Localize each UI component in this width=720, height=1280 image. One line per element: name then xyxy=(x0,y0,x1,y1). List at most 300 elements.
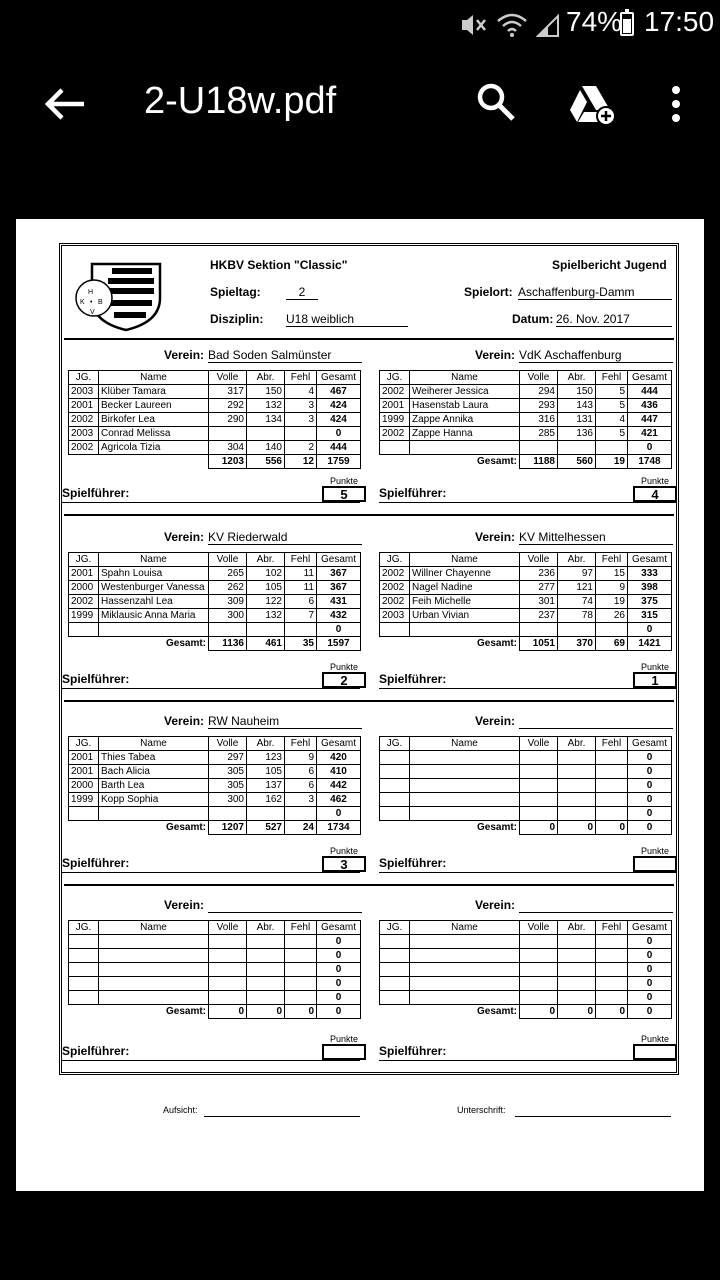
table-row xyxy=(69,779,361,793)
table-cell xyxy=(380,623,410,637)
table-cell: 0 xyxy=(628,765,672,779)
spielfuehrer-line xyxy=(379,872,677,873)
column-header: Name xyxy=(99,553,209,567)
table-cell: 293 xyxy=(520,399,558,413)
table-cell xyxy=(596,991,628,1005)
column-header: Gesamt xyxy=(628,553,672,567)
table-cell xyxy=(209,963,247,977)
table-cell xyxy=(69,623,99,637)
table-cell xyxy=(69,991,99,1005)
table-cell: 375 xyxy=(628,595,672,609)
column-header: Gesamt xyxy=(317,921,361,935)
table-cell: 150 xyxy=(558,385,596,399)
table-row xyxy=(380,963,672,977)
table-cell: 304 xyxy=(209,441,247,455)
table-row xyxy=(69,991,361,1005)
column-header: Abr. xyxy=(558,371,596,385)
spielfuehrer-label: Spielführer: xyxy=(62,486,130,500)
team-section xyxy=(64,888,674,1074)
datum-value: 26. Nov. 2017 xyxy=(556,312,672,327)
table-cell xyxy=(596,977,628,991)
table-cell xyxy=(247,949,285,963)
table-row xyxy=(69,949,361,963)
table-cell: 0 xyxy=(628,751,672,765)
total-cell: 0 xyxy=(596,821,628,835)
table-cell xyxy=(285,807,317,821)
table-cell: 7 xyxy=(285,609,317,623)
table-cell: 0 xyxy=(628,779,672,793)
column-header: Fehl xyxy=(596,737,628,751)
total-cell: 370 xyxy=(558,637,596,651)
table-cell xyxy=(410,441,520,455)
column-header: Gesamt xyxy=(628,737,672,751)
column-header: Gesamt xyxy=(628,921,672,935)
column-header: JG. xyxy=(69,371,99,385)
table-cell: 123 xyxy=(247,751,285,765)
spielort-label: Spielort: xyxy=(464,285,513,299)
column-header: Fehl xyxy=(285,921,317,935)
table-cell: 6 xyxy=(285,765,317,779)
table-cell xyxy=(247,623,285,637)
table-cell: 2000 xyxy=(69,779,99,793)
table-cell xyxy=(209,977,247,991)
column-header: JG. xyxy=(380,371,410,385)
points-box xyxy=(322,1044,366,1060)
sheet-header xyxy=(64,248,674,340)
column-header: Volle xyxy=(520,553,558,567)
table-row xyxy=(380,751,672,765)
table-cell xyxy=(209,427,247,441)
table-cell: 0 xyxy=(317,949,361,963)
table-cell xyxy=(69,977,99,991)
spielort-value: Aschaffenburg-Damm xyxy=(518,285,672,300)
column-header: Name xyxy=(410,921,520,935)
more-options-icon[interactable] xyxy=(660,82,692,126)
table-cell: 436 xyxy=(628,399,672,413)
table-cell: Willner Chayenne xyxy=(410,567,520,581)
svg-text:•: • xyxy=(90,299,93,306)
gesamt-label: Gesamt: xyxy=(165,821,206,833)
signal-icon xyxy=(536,12,560,38)
spielfuehrer-label: Spielführer: xyxy=(379,856,447,870)
total-cell: 12 xyxy=(285,455,317,469)
table-cell xyxy=(209,991,247,1005)
add-to-drive-icon[interactable] xyxy=(568,82,616,126)
table-cell: 5 xyxy=(596,385,628,399)
table-cell xyxy=(99,991,209,1005)
table-cell: Klüber Tamara xyxy=(99,385,209,399)
disziplin-label: Disziplin: xyxy=(210,312,264,326)
table-cell: Nagel Nadine xyxy=(410,581,520,595)
table-cell: 316 xyxy=(520,413,558,427)
table-row xyxy=(380,991,672,1005)
punkte-label: Punkte xyxy=(641,476,670,486)
spielfuehrer-line xyxy=(62,872,360,873)
verein-name xyxy=(519,898,673,913)
points-box xyxy=(633,1044,677,1060)
table-cell xyxy=(410,949,520,963)
datum-label: Datum: xyxy=(512,312,554,326)
table-cell xyxy=(596,935,628,949)
table-row xyxy=(380,765,672,779)
battery-icon xyxy=(620,12,634,36)
column-header: Volle xyxy=(209,371,247,385)
table-cell: 285 xyxy=(520,427,558,441)
total-cell: 556 xyxy=(247,455,285,469)
table-cell xyxy=(410,765,520,779)
spielfuehrer-line xyxy=(379,502,677,503)
aufsicht-label: Aufsicht: xyxy=(163,1105,198,1115)
verein-name xyxy=(519,714,673,729)
table-cell: Kopp Sophia xyxy=(99,793,209,807)
gesamt-label: Gesamt: xyxy=(476,637,517,649)
table-cell: 0 xyxy=(628,793,672,807)
table-cell: 2002 xyxy=(69,595,99,609)
table-cell: 6 xyxy=(285,779,317,793)
table-cell: Barth Lea xyxy=(99,779,209,793)
column-header: Gesamt xyxy=(317,737,361,751)
table-cell xyxy=(69,935,99,949)
table-cell: 140 xyxy=(247,441,285,455)
table-cell: 236 xyxy=(520,567,558,581)
table-cell: 2001 xyxy=(69,751,99,765)
table-row xyxy=(380,413,672,427)
score-table xyxy=(68,370,361,469)
table-cell xyxy=(410,623,520,637)
table-cell xyxy=(558,935,596,949)
table-cell: 97 xyxy=(558,567,596,581)
verein-label: Verein: xyxy=(164,898,205,912)
table-cell xyxy=(558,779,596,793)
table-cell: Weiherer Jessica xyxy=(410,385,520,399)
table-cell xyxy=(520,963,558,977)
table-cell: 0 xyxy=(317,623,361,637)
status-icons xyxy=(458,10,560,40)
column-header: Volle xyxy=(520,737,558,751)
org-name: HKBV Sektion "Classic" xyxy=(210,258,348,272)
team-section xyxy=(64,520,674,702)
table-cell: 6 xyxy=(285,595,317,609)
table-cell xyxy=(99,963,209,977)
table-cell xyxy=(520,441,558,455)
gesamt-label: Gesamt: xyxy=(165,637,206,649)
column-header: Name xyxy=(410,553,520,567)
app-bar xyxy=(0,48,720,160)
table-cell: 265 xyxy=(209,567,247,581)
table-cell: 2003 xyxy=(69,385,99,399)
table-cell xyxy=(596,765,628,779)
table-cell xyxy=(410,793,520,807)
wifi-icon xyxy=(496,12,528,38)
spielfuehrer-label: Spielführer: xyxy=(379,672,447,686)
table-cell xyxy=(99,977,209,991)
table-cell: 2002 xyxy=(380,385,410,399)
table-cell: 292 xyxy=(209,399,247,413)
table-cell xyxy=(558,765,596,779)
table-row xyxy=(69,765,361,779)
table-cell: 467 xyxy=(317,385,361,399)
verein-name xyxy=(208,898,362,913)
table-cell: 143 xyxy=(558,399,596,413)
punkte-label: Punkte xyxy=(641,1034,670,1044)
table-cell: 105 xyxy=(247,765,285,779)
table-cell: 1999 xyxy=(69,793,99,807)
table-cell: 2001 xyxy=(380,399,410,413)
table-cell xyxy=(247,427,285,441)
total-cell: 1748 xyxy=(628,455,672,469)
column-header: JG. xyxy=(380,921,410,935)
column-header: JG. xyxy=(69,553,99,567)
table-cell xyxy=(558,991,596,1005)
spieltag-label: Spieltag: xyxy=(210,285,261,299)
table-row xyxy=(380,935,672,949)
table-row xyxy=(69,751,361,765)
score-sheet xyxy=(59,243,679,1075)
table-cell xyxy=(410,751,520,765)
table-cell xyxy=(247,977,285,991)
table-cell xyxy=(410,807,520,821)
table-cell xyxy=(247,963,285,977)
spielfuehrer-label: Spielführer: xyxy=(379,486,447,500)
spielfuehrer-line xyxy=(379,688,677,689)
table-row xyxy=(380,441,672,455)
total-cell: 1051 xyxy=(520,637,558,651)
table-cell: Hassenzahl Lea xyxy=(99,595,209,609)
table-cell xyxy=(410,991,520,1005)
table-cell xyxy=(596,751,628,765)
punkte-label: Punkte xyxy=(330,846,359,856)
total-cell: 35 xyxy=(285,637,317,651)
table-cell xyxy=(380,751,410,765)
verein-label: Verein: xyxy=(475,714,516,728)
table-row xyxy=(380,793,672,807)
spielfuehrer-line xyxy=(62,688,360,689)
table-cell: 131 xyxy=(558,413,596,427)
table-cell: 290 xyxy=(209,413,247,427)
score-table xyxy=(379,736,672,835)
table-cell xyxy=(410,963,520,977)
spielfuehrer-label: Spielführer: xyxy=(62,672,130,686)
file-title: 2-U18w.pdf xyxy=(144,80,337,122)
table-cell: 134 xyxy=(247,413,285,427)
table-cell xyxy=(558,949,596,963)
points-box xyxy=(633,856,677,872)
table-row xyxy=(69,441,361,455)
table-row xyxy=(69,385,361,399)
table-cell: 442 xyxy=(317,779,361,793)
table-cell xyxy=(380,935,410,949)
table-cell xyxy=(69,963,99,977)
table-cell: 2003 xyxy=(69,427,99,441)
table-cell xyxy=(596,807,628,821)
table-cell: 0 xyxy=(317,977,361,991)
search-icon[interactable] xyxy=(476,82,516,122)
table-cell xyxy=(520,765,558,779)
table-cell: 78 xyxy=(558,609,596,623)
table-cell: 424 xyxy=(317,399,361,413)
total-cell: 527 xyxy=(247,821,285,835)
column-header: Gesamt xyxy=(317,371,361,385)
table-cell xyxy=(520,751,558,765)
table-cell xyxy=(69,807,99,821)
total-cell: 0 xyxy=(558,821,596,835)
table-cell: 11 xyxy=(285,567,317,581)
table-cell: 11 xyxy=(285,581,317,595)
table-cell: 0 xyxy=(317,991,361,1005)
table-cell: 305 xyxy=(209,765,247,779)
total-cell: 1597 xyxy=(317,637,361,651)
table-cell xyxy=(99,949,209,963)
column-header: Volle xyxy=(520,371,558,385)
table-cell xyxy=(520,991,558,1005)
table-cell: 0 xyxy=(628,623,672,637)
verein-label: Verein: xyxy=(164,348,205,362)
table-row xyxy=(380,595,672,609)
table-cell: 0 xyxy=(317,807,361,821)
table-cell xyxy=(380,949,410,963)
total-cell: 0 xyxy=(209,1005,247,1019)
table-cell: 0 xyxy=(628,935,672,949)
table-cell xyxy=(380,963,410,977)
points-box: 3 xyxy=(322,856,366,872)
punkte-label: Punkte xyxy=(330,662,359,672)
column-header: Name xyxy=(410,371,520,385)
back-arrow-icon[interactable] xyxy=(40,84,88,124)
table-cell xyxy=(558,623,596,637)
table-cell xyxy=(285,949,317,963)
spielfuehrer-line xyxy=(62,502,360,503)
column-header: Volle xyxy=(209,921,247,935)
table-cell: 102 xyxy=(247,567,285,581)
gesamt-label: Gesamt: xyxy=(165,1005,206,1017)
table-cell xyxy=(520,793,558,807)
table-row xyxy=(69,581,361,595)
column-header: JG. xyxy=(380,553,410,567)
total-cell: 1207 xyxy=(209,821,247,835)
table-cell: 300 xyxy=(209,609,247,623)
table-cell xyxy=(209,949,247,963)
punkte-label: Punkte xyxy=(330,1034,359,1044)
table-row xyxy=(69,413,361,427)
total-cell: 0 xyxy=(520,1005,558,1019)
table-row xyxy=(380,807,672,821)
table-cell: 3 xyxy=(285,399,317,413)
verein-name: VdK Aschaffenburg xyxy=(519,348,673,363)
verein-name: Bad Soden Salmünster xyxy=(208,348,362,363)
table-cell xyxy=(520,807,558,821)
table-cell: 2000 xyxy=(69,581,99,595)
table-cell: 74 xyxy=(558,595,596,609)
table-cell: 3 xyxy=(285,793,317,807)
total-cell: 1136 xyxy=(209,637,247,651)
table-cell: 137 xyxy=(247,779,285,793)
table-cell: 2002 xyxy=(380,427,410,441)
table-cell xyxy=(380,793,410,807)
gesamt-label: Gesamt: xyxy=(476,821,517,833)
table-row xyxy=(380,779,672,793)
table-cell: 136 xyxy=(558,427,596,441)
table-cell xyxy=(596,793,628,807)
table-cell xyxy=(285,977,317,991)
table-cell: 9 xyxy=(596,581,628,595)
disziplin-value: U18 weiblich xyxy=(286,312,408,327)
points-box: 2 xyxy=(322,672,366,688)
column-header: Name xyxy=(410,737,520,751)
total-cell: 0 xyxy=(247,1005,285,1019)
table-cell: 121 xyxy=(558,581,596,595)
table-cell: 162 xyxy=(247,793,285,807)
column-header: Abr. xyxy=(558,921,596,935)
column-header: JG. xyxy=(380,737,410,751)
table-cell: 300 xyxy=(209,793,247,807)
total-cell: 1188 xyxy=(520,455,558,469)
table-cell: 309 xyxy=(209,595,247,609)
score-table xyxy=(379,552,672,651)
table-cell: Becker Laureen xyxy=(99,399,209,413)
table-cell: 262 xyxy=(209,581,247,595)
table-cell xyxy=(596,441,628,455)
verein-label: Verein: xyxy=(475,530,516,544)
table-cell xyxy=(247,935,285,949)
total-cell: 0 xyxy=(628,821,672,835)
table-cell: 301 xyxy=(520,595,558,609)
table-cell xyxy=(410,977,520,991)
table-cell xyxy=(558,751,596,765)
spielfuehrer-label: Spielführer: xyxy=(62,1044,130,1058)
gesamt-label: Gesamt: xyxy=(476,1005,517,1017)
table-cell xyxy=(99,623,209,637)
score-table xyxy=(68,920,361,1019)
table-cell: 122 xyxy=(247,595,285,609)
table-cell: 2001 xyxy=(69,567,99,581)
table-cell: 447 xyxy=(628,413,672,427)
table-cell: 15 xyxy=(596,567,628,581)
table-cell xyxy=(558,977,596,991)
score-table xyxy=(379,920,672,1019)
table-cell: 132 xyxy=(247,609,285,623)
verein-label: Verein: xyxy=(164,714,205,728)
table-row xyxy=(380,399,672,413)
table-row xyxy=(380,385,672,399)
column-header: Gesamt xyxy=(317,553,361,567)
score-table xyxy=(68,552,361,651)
hkbv-logo-icon xyxy=(68,258,168,332)
table-row xyxy=(69,977,361,991)
column-header: Fehl xyxy=(285,371,317,385)
unterschrift-line xyxy=(515,1116,671,1117)
column-header: Name xyxy=(99,737,209,751)
table-cell xyxy=(247,807,285,821)
table-cell xyxy=(596,623,628,637)
gesamt-label xyxy=(69,455,209,469)
report-title: Spielbericht Jugend xyxy=(552,258,667,272)
table-row xyxy=(380,623,672,637)
table-cell xyxy=(596,963,628,977)
table-cell: 0 xyxy=(317,935,361,949)
table-cell: Zappe Hanna xyxy=(410,427,520,441)
table-cell xyxy=(380,441,410,455)
clock: 17:50 xyxy=(644,6,715,37)
column-header: Fehl xyxy=(596,553,628,567)
table-cell: 150 xyxy=(247,385,285,399)
table-row xyxy=(69,567,361,581)
column-header: Name xyxy=(99,921,209,935)
pdf-page[interactable] xyxy=(16,219,704,1191)
table-row xyxy=(69,793,361,807)
table-cell xyxy=(410,779,520,793)
column-header: Name xyxy=(99,371,209,385)
table-cell: 4 xyxy=(285,385,317,399)
